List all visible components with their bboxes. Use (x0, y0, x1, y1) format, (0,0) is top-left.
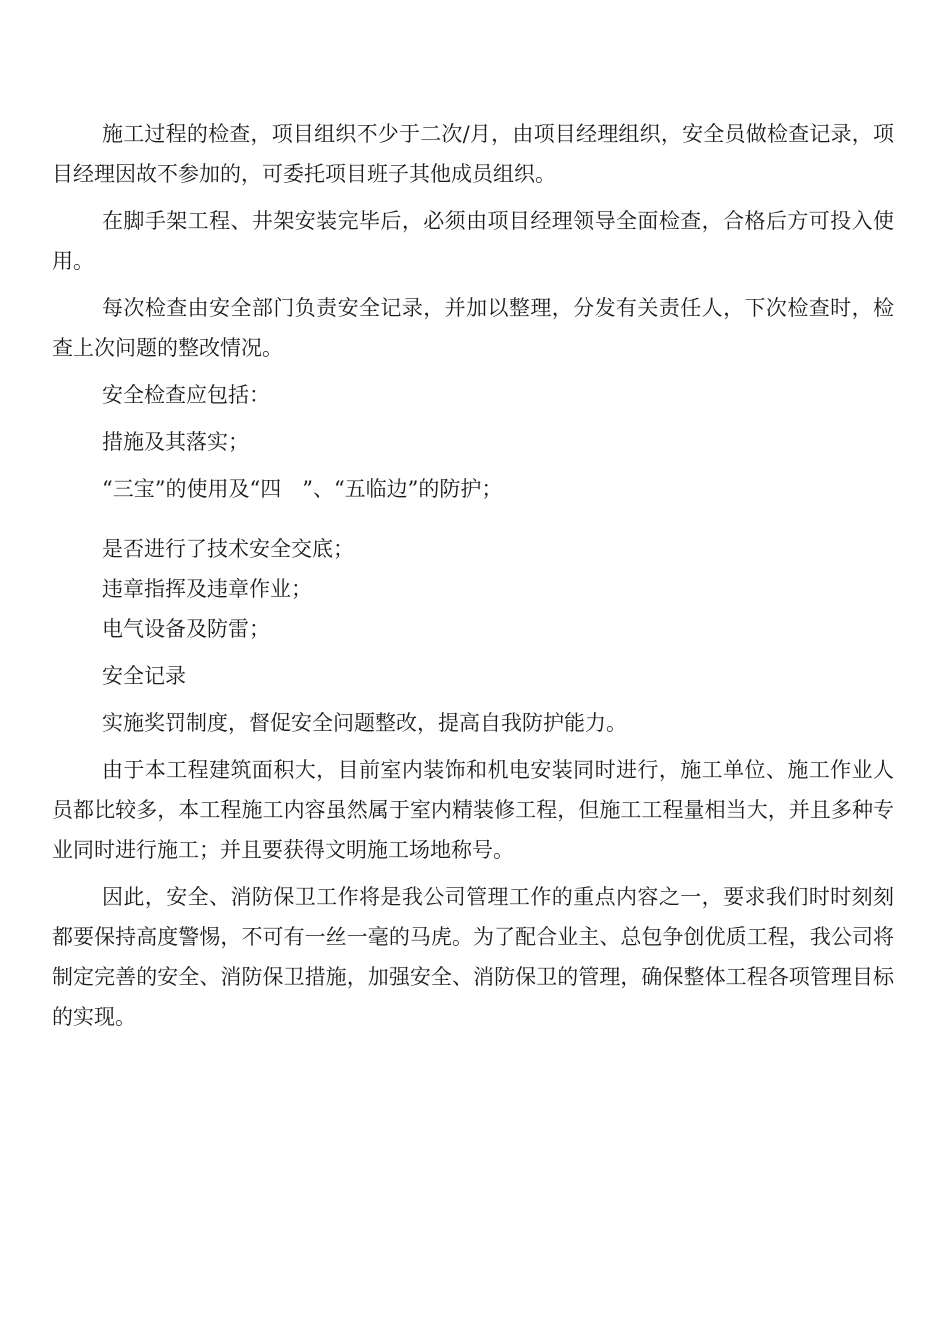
list-item-violations: 违章指挥及违章作业； (102, 577, 312, 601)
paragraph-rewards-penalties: 实施奖罚制度，督促安全问题整改，提高自我防护能力。 (102, 711, 627, 735)
document-body (52, 114, 894, 1044)
list-item-electrical: 电气设备及防雷； (102, 617, 270, 641)
list-item-three-treasures: “三宝”的使用及“四 ”、“五临边”的防护； (102, 477, 503, 501)
paragraph-inspection-frequency: 施工过程的检查，项目组织不少于二次/月，由项目经理组织，安全员做检查记录，项目经理因故不参加的，可委托项目班子其他成员组织。 (52, 122, 894, 186)
list-item-technical-briefing: 是否进行了技术安全交底； (102, 537, 354, 561)
list-heading-inspection-scope: 安全检查应包括： (102, 383, 270, 407)
list-item-safety-record: 安全记录 (102, 664, 186, 688)
paragraph-project-scale: 由于本工程建筑面积大，目前室内装饰和机电安装同时进行，施工单位、施工作业人员都比较多，本工程施工内容虽然属于室内精装修工程，但施工工程量相当大，并且多种专业同时进行施工；并且要获得文明施工场地称号。 (52, 758, 894, 862)
list-item-measures: 措施及其落实； (102, 430, 249, 454)
paragraph-scaffold-inspection: 在脚手架工程、井架安装完毕后，必须由项目经理领导全面检查，合格后方可投入使用。 (52, 209, 894, 273)
paragraph-safety-priority: 因此，安全、消防保卫工作将是我公司管理工作的重点内容之一，要求我们时时刻刻都要保持高度警惕，不可有一丝一毫的马虎。为了配合业主、总包争创优质工程，我公司将制定完善的安全、消防保卫措施，加强安全、消防保卫的管理，确保整体工程各项管理目标的实现。 (52, 885, 894, 1029)
paragraph-safety-records: 每次检查由安全部门负责安全记录，并加以整理，分发有关责任人，下次检查时，检查上次问题的整改情况。 (52, 296, 894, 360)
